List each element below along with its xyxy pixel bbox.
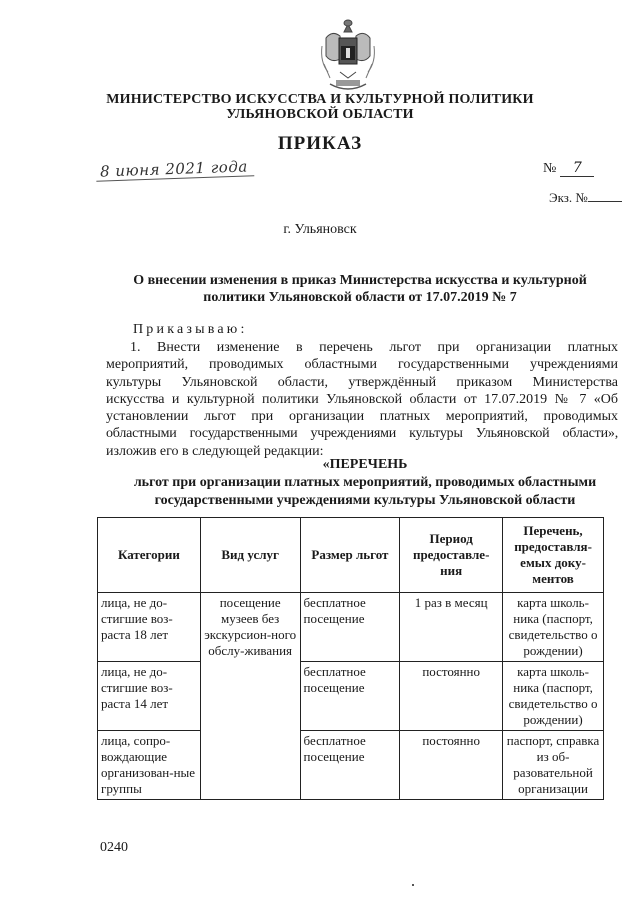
cell-documents: карта школь-ника (паспорт, свидетельство о рождении) <box>503 593 604 662</box>
subject-line-1: О внесении изменения в приказ Министерства искусства и культурной <box>133 273 587 288</box>
cell-documents: паспорт, справка из об-разовательной организации <box>503 731 604 800</box>
cell-size: бесплатное посещение <box>300 662 400 731</box>
paragraph-line: искусства и культурной политики Ульяновской области от 17.07.2019 № 7 «Об <box>106 391 618 407</box>
cell-period: 1 раз в месяц <box>400 593 503 662</box>
cell-service: посещение музеев без экскурсион-ного обслу-живания <box>200 593 300 800</box>
list-title-line-2: льгот при организации платных мероприятий, проводимых областными <box>133 475 597 490</box>
paragraph-line: изложив его в следующей редакции: <box>106 443 324 459</box>
order-subject <box>90 272 630 306</box>
subject-line-2: политики Ульяновской области от 17.07.2019 № 7 <box>203 290 517 305</box>
cell-category: лица, не до-стигшие воз-раста 18 лет <box>98 593 201 662</box>
copy-number-label: Экз. № <box>549 190 588 205</box>
order-number-label: № <box>543 161 557 176</box>
column-header-service: Вид услуг <box>200 518 300 593</box>
list-title-line-3: государственными учреждениями культуры Ульяновской области <box>154 493 576 508</box>
city: г. Ульяновск <box>283 222 357 237</box>
column-header-documents: Перечень, предоставля-емых доку-ментов <box>503 518 604 593</box>
table-row <box>98 731 604 800</box>
paragraph-line: культуры Ульяновской области, утверждённый приказом Министерства <box>106 374 618 390</box>
paragraph-line: установлении льгот при организации платных мероприятий, проводимых <box>106 409 618 425</box>
benefits-table <box>97 517 604 800</box>
table-header-row <box>98 518 604 593</box>
cell-size: бесплатное посещение <box>300 731 400 800</box>
ministry-line-1: МИНИСТЕРСТВО ИСКУССТВА И КУЛЬТУРНОЙ ПОЛИТИКИ <box>106 92 534 107</box>
order-number <box>543 160 594 177</box>
cell-documents: карта школь-ника (паспорт, свидетельство о рождении) <box>503 662 604 731</box>
orders-heading: Приказываю: <box>133 322 248 337</box>
paragraph-line: 1. Внести изменение в перечень льгот при организации платных <box>130 340 618 355</box>
document-type: ПРИКАЗ <box>277 133 363 154</box>
table-row <box>98 593 604 662</box>
cell-category: лица, не до-стигшие воз-раста 14 лет <box>98 662 201 731</box>
cell-category: лица, сопро-вождающие организован-ные группы <box>98 731 201 800</box>
order-number-value: 7 <box>560 160 594 177</box>
cell-period: постоянно <box>400 662 503 731</box>
ministry-line-2: УЛЬЯНОВСКОЙ ОБЛАСТИ <box>226 107 414 122</box>
paragraph-line: мероприятий, проводимых областными государственными учреждениями <box>106 357 618 373</box>
ministry-name <box>0 92 640 122</box>
paragraph-line: областными государственными учреждениями культуры Ульяновской области», <box>106 426 618 442</box>
cell-period: постоянно <box>400 731 503 800</box>
order-date-handwritten: 8 июня 2021 года <box>99 157 249 181</box>
column-header-size: Размер льгот <box>300 518 400 593</box>
column-header-period: Период предоставле-ния <box>400 518 503 593</box>
scan-speck <box>412 884 414 886</box>
table-row <box>98 662 604 731</box>
coat-of-arms-emblem <box>318 18 378 96</box>
document-code: 0240 <box>100 840 128 855</box>
order-paragraph <box>106 339 618 460</box>
list-title-line-1: «ПЕРЕЧЕНЬ <box>322 457 408 472</box>
copy-number-blank <box>588 201 622 202</box>
list-title <box>100 456 630 510</box>
column-header-categories: Категории <box>98 518 201 593</box>
copy-number <box>549 190 622 206</box>
cell-size: бесплатное посещение <box>300 593 400 662</box>
